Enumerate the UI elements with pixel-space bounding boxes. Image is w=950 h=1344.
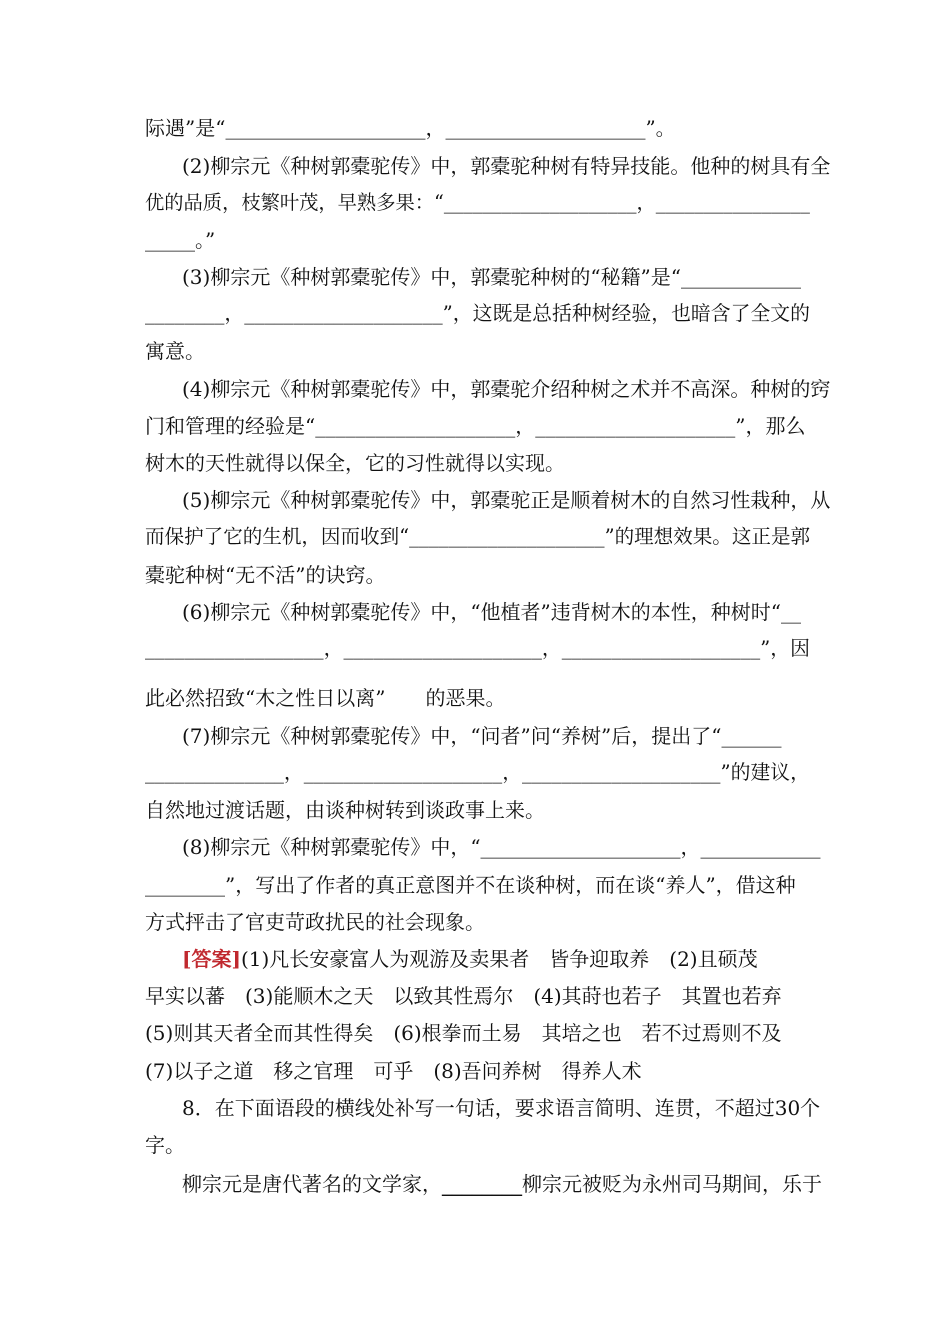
- q8-fill-line-1: (8)柳宗元《种树郭橐驼传》中，“____________________，____________: [182, 835, 821, 859]
- question-8-line-1: 8．在下面语段的横线处补写一句话，要求语言简明、连贯，不超过30个: [182, 1096, 821, 1120]
- q2-line-1: (2)柳宗元《种树郭橐驼传》中，郭橐驼种树有特异技能。他种的树具有全: [182, 154, 831, 178]
- q5-line-3: 橐驼种树“无不活”的诀窍。: [145, 563, 386, 587]
- q4-line-3: 树木的天性就得以保全，它的习性就得以实现。: [145, 451, 565, 475]
- q5-line-1: (5)柳宗元《种树郭橐驼传》中，郭橐驼正是顺着树木的自然习性栽种，从: [182, 488, 831, 512]
- question-8-passage: 柳宗元是唐代著名的文学家，________柳宗元被贬为永州司马期间，乐于: [182, 1172, 822, 1196]
- q5-line-2: 而保护了它的生机，因而收到“____________________”的理想效果。这正是郭: [145, 525, 811, 548]
- q6-line-1: (6)柳宗元《种树郭橐驼传》中，“他植者”违背树木的本性，种树时“__: [182, 600, 802, 624]
- answer-text-1: (1)凡长安豪富人为观游及卖果者 皆争迎取养 (2)且硕茂: [240, 947, 758, 971]
- answer-line-4: (7)以子之道 移之官理 可乎 (8)吾问养树 得养人术: [145, 1059, 642, 1083]
- q8-fill-line-2: ________”，写出了作者的真正意图并不在谈种树，而在谈“养人”，借这种: [145, 873, 796, 897]
- q7-line-1: (7)柳宗元《种树郭橐驼传》中，“问者”问“养树”后，提出了“______: [182, 724, 782, 748]
- q6-line-2: __________________，____________________，____________________”，因: [145, 637, 810, 660]
- q2-line-3: _____。”: [145, 228, 216, 252]
- answer-label: [答案]: [182, 947, 241, 971]
- q3-line-1: (3)柳宗元《种树郭橐驼传》中，郭橐驼种树的“秘籍”是“____________: [182, 265, 802, 289]
- q7-line-2: ______________，____________________，____________________”的建议，: [145, 761, 810, 784]
- q2-line-2: 优的品质，枝繁叶茂，早熟多果：“____________________，________________: [145, 191, 810, 214]
- q6-line-3: 此必然招致“木之性日以离” 的恶果。: [145, 686, 506, 710]
- q4-line-1: (4)柳宗元《种树郭橐驼传》中，郭橐驼介绍种树之术并不高深。种树的窍: [182, 377, 831, 401]
- q4-line-2: 门和管理的经验是“____________________，____________________”，那么: [145, 414, 806, 438]
- answer-line-3: (5)则其天者全而其性得矣 (6)根拳而土易 其培之也 若不过焉则不及: [145, 1021, 782, 1045]
- answer-line-1: [182, 945, 847, 973]
- q7-line-3: 自然地过渡话题，由谈种树转到谈政事上来。: [145, 798, 545, 822]
- answer-line-2: 早实以蕃 (3)能顺木之天 以致其性焉尔 (4)其莳也若子 其置也若弃: [145, 984, 782, 1008]
- q3-line-3: 寓意。: [145, 339, 205, 363]
- q8-fill-line-3: 方式抨击了官吏苛政扰民的社会现象。: [145, 910, 485, 934]
- q3-line-2: ________，____________________”，这既是总括种树经验，也暗含了全文的: [145, 302, 810, 325]
- q1-tail-line: 际遇”是“____________________，____________________”。: [145, 116, 676, 140]
- question-8-line-2: 字。: [145, 1133, 185, 1157]
